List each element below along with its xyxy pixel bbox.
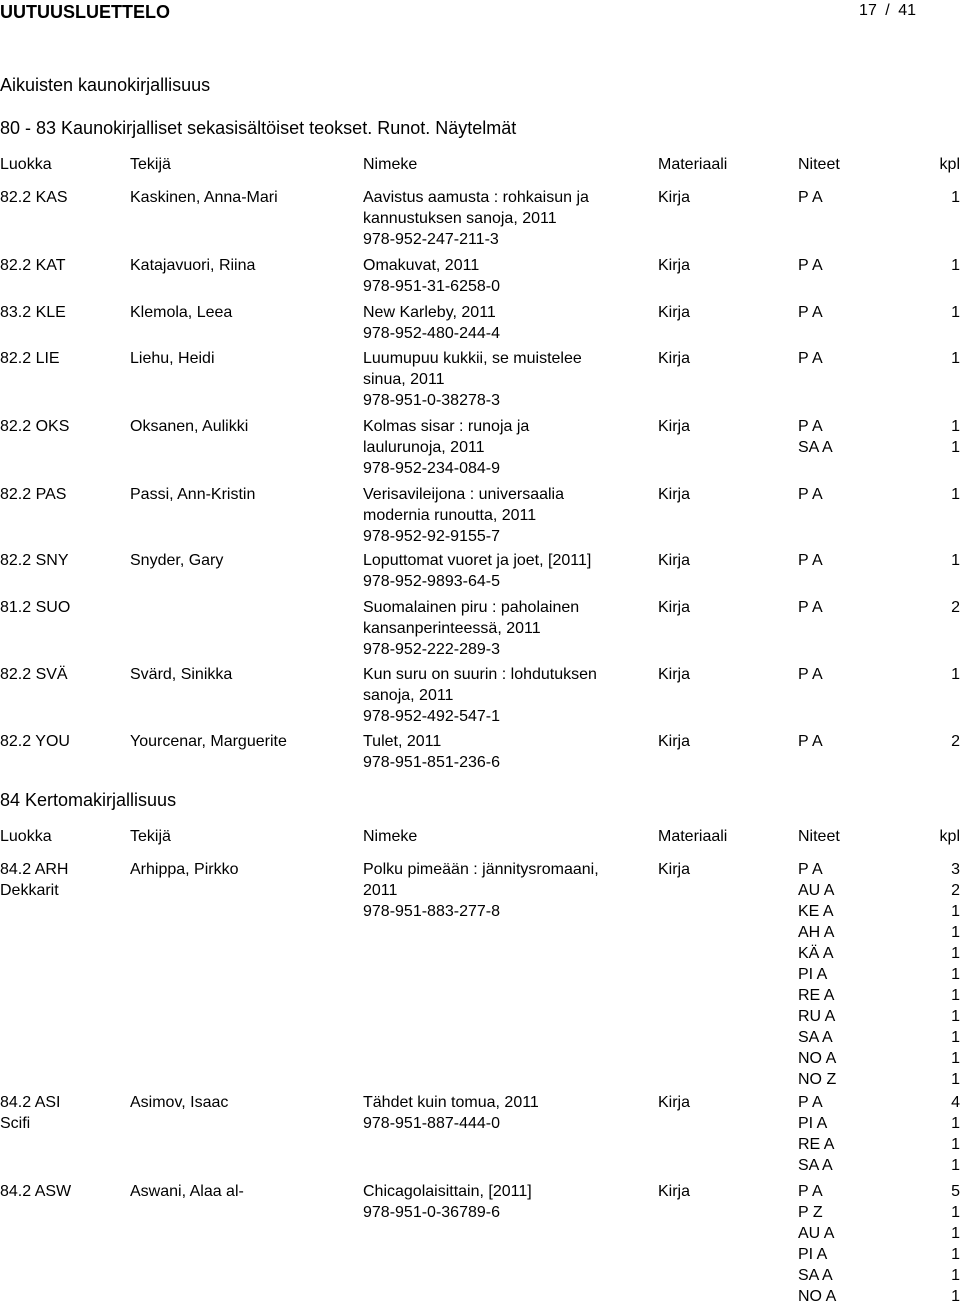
title-cell: [363, 1092, 539, 1134]
title-cell: [363, 187, 589, 250]
copy-location: P A: [798, 189, 823, 206]
title-cell: [363, 484, 564, 547]
copy-location: P A: [798, 552, 823, 569]
title-line: 978-952-480-244-4: [363, 325, 500, 342]
copies-cell: [798, 731, 823, 752]
col-materiaali: Materiaali: [658, 828, 728, 845]
title-line: Kun suru on suurin : lohdutuksen: [363, 666, 597, 683]
copies-cell: [798, 255, 823, 276]
copy-location: P A: [798, 257, 823, 274]
author-cell: Oksanen, Aulikki: [130, 418, 249, 435]
col-materiaali: Materiaali: [658, 156, 728, 173]
title-cell: [363, 859, 599, 922]
copy-count: 1: [951, 1008, 960, 1025]
title-cell: [363, 597, 579, 660]
count-cell: [920, 731, 960, 752]
title-line: 978-951-31-6258-0: [363, 278, 500, 295]
copy-location: PI A: [798, 1115, 828, 1132]
title-line: modernia runoutta, 2011: [363, 507, 537, 524]
count-cell: [920, 859, 960, 1090]
count-cell: [920, 416, 960, 458]
material-cell: Kirja: [658, 1183, 691, 1200]
title-cell: [363, 302, 500, 344]
col-niteet: Niteet: [798, 828, 840, 845]
luokka-cell: [0, 859, 68, 901]
copy-count: 1: [951, 1115, 960, 1132]
title-cell: [363, 731, 500, 773]
material-cell: Kirja: [658, 257, 691, 274]
copy-count: 1: [951, 1225, 960, 1242]
copy-location: SA A: [798, 1267, 833, 1284]
material-cell: Kirja: [658, 350, 691, 367]
material-cell: Kirja: [658, 552, 691, 569]
copy-location: NO A: [798, 1050, 837, 1067]
group-heading: 84 Kertomakirjallisuus: [0, 790, 177, 810]
page-number: 17: [859, 2, 877, 19]
title-line: Luumupuu kukkii, se muistelee: [363, 350, 582, 367]
luokka-cell: [0, 255, 66, 276]
copy-count: 1: [951, 486, 960, 503]
title-line: Loputtomat vuoret ja joet, [2011]: [363, 552, 592, 569]
author-cell: Klemola, Leea: [130, 304, 233, 321]
material-cell: Kirja: [658, 304, 691, 321]
title-line: Kolmas sisar : runoja ja: [363, 418, 530, 435]
title-line: Tulet, 2011: [363, 733, 442, 750]
title-line: 978-952-92-9155-7: [363, 528, 500, 545]
copy-count: 1: [951, 987, 960, 1004]
copy-location: P A: [798, 304, 823, 321]
col-nimeke: Nimeke: [363, 828, 418, 845]
count-cell: [920, 597, 960, 618]
copy-count: 1: [951, 418, 960, 435]
material-cell: Kirja: [658, 1094, 691, 1111]
col-kpl: kpl: [939, 828, 960, 845]
material-cell: Kirja: [658, 418, 691, 435]
title-line: 978-952-9893-64-5: [363, 573, 500, 590]
page-separator: /: [885, 2, 890, 19]
copy-location: KÄ A: [798, 945, 834, 962]
class-code: 82.2 KAT: [0, 257, 66, 274]
copies-cell: [798, 348, 823, 369]
copies-cell: [798, 597, 823, 618]
copy-location: P A: [798, 599, 823, 616]
title-line: kansanperinteessä, 2011: [363, 620, 541, 637]
luokka-cell: [0, 1092, 61, 1134]
copy-location: AH A: [798, 924, 835, 941]
copy-location: SA A: [798, 439, 833, 456]
copy-location: AU A: [798, 1225, 835, 1242]
title-line: Chicagolaisittain, [2011]: [363, 1183, 532, 1200]
copy-location: P A: [798, 1094, 823, 1111]
copy-count: 1: [951, 1204, 960, 1221]
page-title: UUTUUSLUETTELO: [0, 2, 170, 22]
title-line: 978-951-887-444-0: [363, 1115, 500, 1132]
author-cell: Liehu, Heidi: [130, 350, 215, 367]
class-code: 83.2 KLE: [0, 304, 66, 321]
class-code: 84.2 ARH: [0, 861, 69, 878]
title-line: 978-952-222-289-3: [363, 641, 500, 658]
luokka-cell: [0, 731, 70, 752]
title-cell: [363, 550, 591, 592]
col-luokka: Luokka: [0, 828, 52, 845]
count-cell: [920, 348, 960, 369]
col-niteet: Niteet: [798, 156, 840, 173]
title-line: 978-951-0-36789-6: [363, 1204, 500, 1221]
copy-count: 1: [951, 1029, 960, 1046]
author-cell: Svärd, Sinikka: [130, 666, 233, 683]
copy-count: 1: [951, 1136, 960, 1153]
class-code: 82.2 LIE: [0, 350, 60, 367]
title-line: 978-951-883-277-8: [363, 903, 500, 920]
material-cell: Kirja: [658, 486, 691, 503]
luokka-cell: [0, 187, 68, 208]
luokka-cell: [0, 550, 68, 571]
copy-location: NO A: [798, 1288, 837, 1305]
group-heading: 80 - 83 Kaunokirjalliset sekasisältöiset teokset. Runot. Näytelmät: [0, 118, 517, 138]
copy-location: SA A: [798, 1029, 833, 1046]
author-cell: Katajavuori, Riina: [130, 257, 256, 274]
material-cell: Kirja: [658, 189, 691, 206]
copies-cell: [798, 550, 823, 571]
material-cell: Kirja: [658, 861, 691, 878]
author-cell: Arhippa, Pirkko: [130, 861, 239, 878]
copies-cell: [798, 664, 823, 685]
genre-label: Scifi: [0, 1115, 31, 1132]
copy-count: 1: [951, 189, 960, 206]
count-cell: [920, 484, 960, 505]
copy-count: 4: [951, 1094, 960, 1111]
col-tekija: Tekijä: [130, 828, 171, 845]
count-cell: [920, 550, 960, 571]
class-code: 82.2 OKS: [0, 418, 70, 435]
col-kpl: kpl: [939, 156, 960, 173]
copy-count: 1: [951, 1267, 960, 1284]
copy-location: P Z: [798, 1204, 823, 1221]
copy-count: 1: [951, 666, 960, 683]
luokka-cell: [0, 302, 66, 323]
title-line: Tähdet kuin tomua, 2011: [363, 1094, 539, 1111]
title-line: 978-952-247-211-3: [363, 231, 499, 248]
title-line: 2011: [363, 882, 398, 899]
luokka-cell: [0, 664, 68, 685]
title-line: 978-952-492-547-1: [363, 708, 500, 725]
title-line: Suomalainen piru : paholainen: [363, 599, 580, 616]
material-cell: Kirja: [658, 666, 691, 683]
count-cell: [920, 1092, 960, 1176]
copy-count: 1: [951, 1050, 960, 1067]
copy-location: P A: [798, 418, 823, 435]
count-cell: [920, 664, 960, 685]
title-line: Verisavileijona : universaalia: [363, 486, 564, 503]
col-tekija: Tekijä: [130, 156, 171, 173]
copy-count: 1: [951, 903, 960, 920]
copy-count: 3: [951, 861, 960, 878]
count-cell: [920, 255, 960, 276]
class-code: 82.2 YOU: [0, 733, 70, 750]
material-cell: Kirja: [658, 599, 691, 616]
genre-label: Dekkarit: [0, 882, 59, 899]
title-cell: [363, 416, 529, 479]
luokka-cell: [0, 597, 70, 618]
copy-count: 1: [951, 1071, 960, 1088]
copies-cell: [798, 484, 823, 505]
title-line: 978-952-234-084-9: [363, 460, 500, 477]
class-code: 84.2 ASI: [0, 1094, 61, 1111]
title-cell: [363, 348, 582, 411]
title-line: sinua, 2011: [363, 371, 445, 388]
copy-count: 1: [951, 1288, 960, 1305]
copy-count: 2: [951, 599, 960, 616]
copy-location: P A: [798, 733, 823, 750]
copy-count: 5: [951, 1183, 960, 1200]
title-line: New Karleby, 2011: [363, 304, 496, 321]
col-nimeke: Nimeke: [363, 156, 418, 173]
copy-location: P A: [798, 1183, 823, 1200]
copy-count: 1: [951, 924, 960, 941]
author-cell: Aswani, Alaa al-: [130, 1183, 244, 1200]
copies-cell: [798, 1181, 836, 1307]
title-cell: [363, 664, 597, 727]
class-code: 82.2 SNY: [0, 552, 69, 569]
luokka-cell: [0, 484, 66, 505]
copy-location: P A: [798, 861, 823, 878]
copy-count: 1: [951, 304, 960, 321]
copies-cell: [798, 187, 823, 208]
title-line: laulurunoja, 2011: [363, 439, 485, 456]
copy-location: PI A: [798, 966, 828, 983]
copy-location: P A: [798, 486, 823, 503]
copy-location: RU A: [798, 1008, 836, 1025]
section-heading: Aikuisten kaunokirjallisuus: [0, 75, 211, 95]
class-code: 82.2 KAS: [0, 189, 68, 206]
class-code: 82.2 SVÄ: [0, 666, 68, 683]
copy-location: RE A: [798, 1136, 835, 1153]
copy-location: PI A: [798, 1246, 828, 1263]
title-line: 978-951-851-236-6: [363, 754, 500, 771]
copy-location: KE A: [798, 903, 834, 920]
count-cell: [920, 302, 960, 323]
title-line: Aavistus aamusta : rohkaisun ja: [363, 189, 589, 206]
copy-count: 1: [951, 1157, 960, 1174]
count-cell: [920, 1181, 960, 1307]
copy-count: 1: [951, 257, 960, 274]
page-total: 41: [898, 2, 916, 19]
author-cell: Passi, Ann-Kristin: [130, 486, 256, 503]
page-counter: [856, 0, 916, 21]
copy-location: NO Z: [798, 1071, 837, 1088]
luokka-cell: [0, 348, 60, 369]
copy-count: 2: [951, 733, 960, 750]
title-line: 978-951-0-38278-3: [363, 392, 500, 409]
copies-cell: [798, 416, 833, 458]
material-cell: Kirja: [658, 733, 691, 750]
count-cell: [920, 187, 960, 208]
copy-count: 1: [951, 966, 960, 983]
copy-count: 1: [951, 945, 960, 962]
copy-count: 1: [951, 1246, 960, 1263]
copy-location: P A: [798, 666, 823, 683]
copies-cell: [798, 1092, 834, 1176]
author-cell: Asimov, Isaac: [130, 1094, 229, 1111]
copies-cell: [798, 859, 836, 1090]
copy-count: 1: [951, 439, 960, 456]
copy-location: P A: [798, 350, 823, 367]
copy-location: AU A: [798, 882, 835, 899]
luokka-cell: [0, 416, 69, 437]
title-line: kannustuksen sanoja, 2011: [363, 210, 557, 227]
copies-cell: [798, 302, 823, 323]
author-cell: Snyder, Gary: [130, 552, 224, 569]
copy-location: RE A: [798, 987, 835, 1004]
copy-count: 2: [951, 882, 960, 899]
title-cell: [363, 1181, 532, 1223]
copy-count: 1: [951, 350, 960, 367]
col-luokka: Luokka: [0, 156, 52, 173]
author-cell: Yourcenar, Marguerite: [130, 733, 287, 750]
copy-location: SA A: [798, 1157, 833, 1174]
author-cell: Kaskinen, Anna-Mari: [130, 189, 278, 206]
class-code: 84.2 ASW: [0, 1183, 72, 1200]
copy-count: 1: [951, 552, 960, 569]
title-cell: [363, 255, 500, 297]
title-line: sanoja, 2011: [363, 687, 454, 704]
class-code: 81.2 SUO: [0, 599, 71, 616]
luokka-cell: [0, 1181, 71, 1202]
title-line: Omakuvat, 2011: [363, 257, 480, 274]
title-line: Polku pimeään : jännitysromaani,: [363, 861, 599, 878]
class-code: 82.2 PAS: [0, 486, 67, 503]
